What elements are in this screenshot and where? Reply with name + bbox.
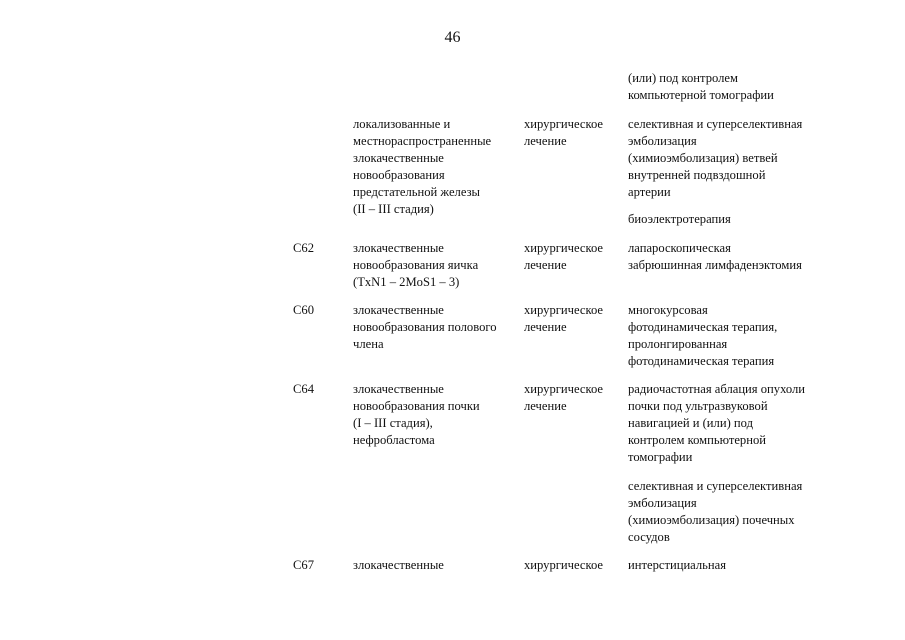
method-text: биоэлектротерапия — [628, 212, 731, 226]
diagnosis-text: злокачественные — [353, 558, 444, 572]
method-text: (или) под контролем компьютерной томографии — [628, 71, 774, 102]
diagnosis-text: локализованные и местнораспространенные злокачественные новообразования предстательной железы (II – III стадия) — [353, 117, 492, 216]
diagnosis-text: злокачественные новообразования яичка (TxN1 – 2MoS1 – 3) — [353, 241, 479, 289]
method-text: радиочастотная аблация опухоли почки под ультразвуковой навигацией и (или) под контролем компьютерной томографии — [628, 382, 806, 464]
treatment-text: хирургическое лечение — [524, 382, 604, 413]
method-text: селективная и суперселективная эмболизация (химиоэмболизация) почечных сосудов — [628, 479, 803, 544]
page-number: 46 — [444, 29, 461, 46]
diagnosis-text: злокачественные новообразования почки (I – III стадия), нефробластома — [353, 382, 480, 447]
method-text: многокурсовая фотодинамическая терапия, пролонгированная фотодинамическая терапия — [628, 303, 778, 368]
treatment-text: хирургическое лечение — [524, 117, 604, 148]
treatment-text: хирургическое — [524, 558, 604, 572]
method-text: лапароскопическая забрюшинная лимфаденэктомия — [628, 241, 802, 272]
icd-code: C67 — [293, 558, 314, 572]
icd-code: C60 — [293, 303, 314, 317]
treatment-text: хирургическое лечение — [524, 241, 604, 272]
icd-code: C62 — [293, 241, 314, 255]
method-text: интерстициальная — [628, 558, 727, 572]
diagnosis-text: злокачественные новообразования полового члена — [353, 303, 497, 351]
method-text: селективная и суперселективная эмболизация (химиоэмболизация) ветвей внутренней подвздошной артерии — [628, 117, 803, 199]
treatment-text: хирургическое лечение — [524, 303, 604, 334]
icd-code: C64 — [293, 382, 314, 396]
